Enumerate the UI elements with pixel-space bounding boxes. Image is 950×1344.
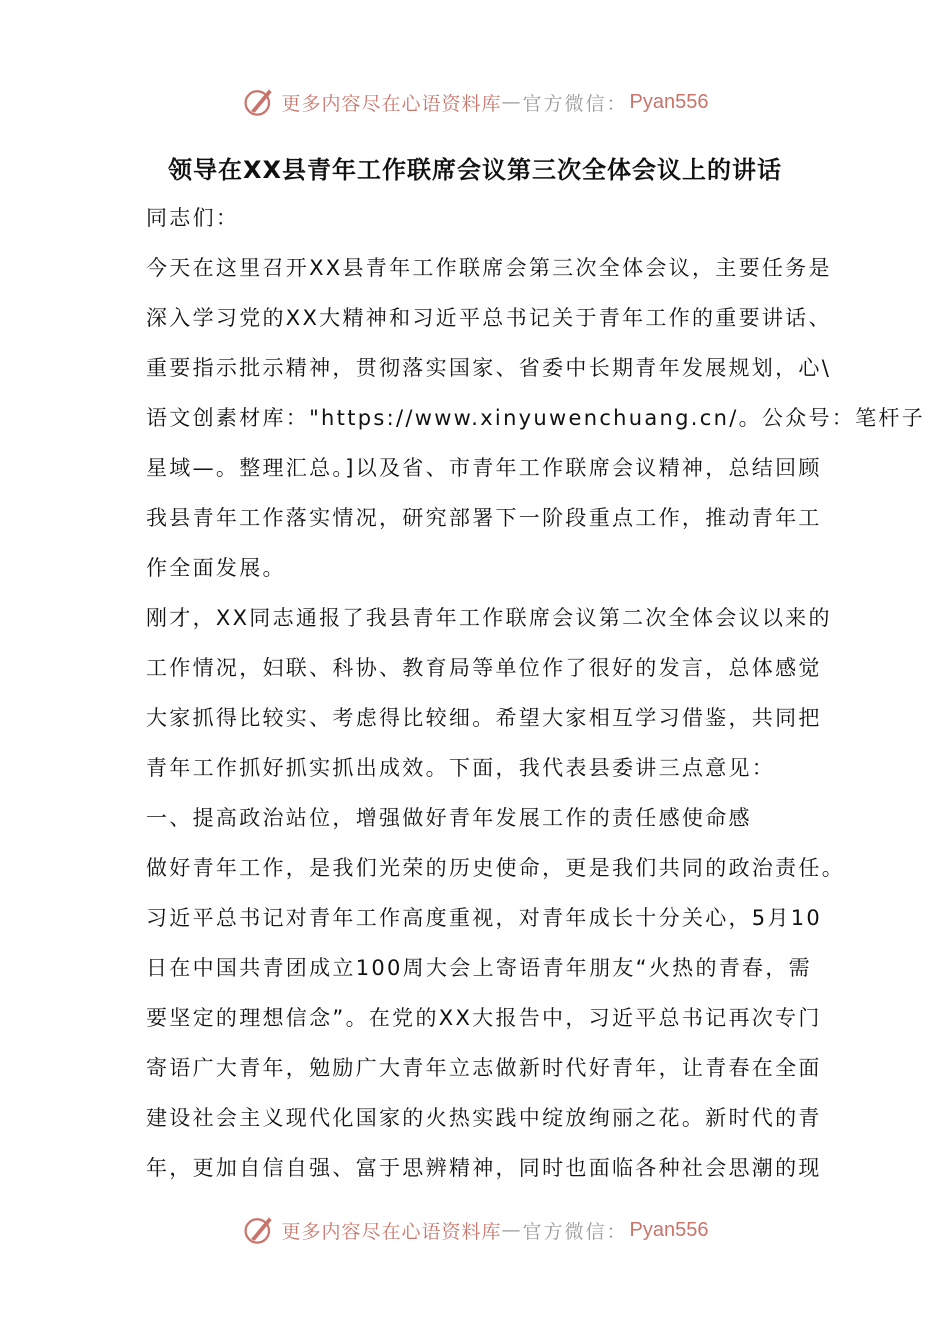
- footer-banner: [0, 1210, 950, 1250]
- body-line: 今天在这里召开XX县青年工作联席会第三次全体会议，主要任务是: [146, 256, 832, 280]
- header-banner-id: Pyan556: [629, 90, 709, 113]
- header-banner: [0, 82, 950, 122]
- header-banner-text: 更多内容尽在心语资料库: [281, 92, 502, 115]
- footer-banner-id: Pyan556: [629, 1218, 709, 1241]
- body-line: 要坚定的理想信念”。在党的XX大报告中，习近平总书记再次专门: [146, 1006, 822, 1030]
- body-line: 作全面发展。: [146, 556, 286, 580]
- quill-logo-icon: [242, 1212, 278, 1248]
- body-line: 语文创素材库："https://www.xinyuwenchuang.cn/。公众号：笔杆子: [146, 406, 925, 430]
- document-body: [146, 196, 925, 1196]
- body-line: 重要指示批示精神，贯彻落实国家、省委中长期青年发展规划，心\: [146, 356, 832, 380]
- footer-banner-text: 更多内容尽在心语资料库: [281, 1220, 502, 1243]
- body-line: 同志们：: [146, 206, 240, 230]
- body-line: 日在中国共青团成立100周大会上寄语青年朋友“火热的青春，需: [146, 956, 812, 980]
- body-line: 大家抓得比较实、考虑得比较细。希望大家相互学习借鉴，共同把: [146, 706, 822, 730]
- body-line: 年，更加自信自强、富于思辨精神，同时也面临各种社会思潮的现: [146, 1156, 822, 1180]
- body-line: 工作情况，妇联、科协、教育局等单位作了很好的发言，总体感觉: [146, 656, 822, 680]
- quill-logo-icon: [242, 84, 278, 120]
- body-line: 刚才，XX同志通报了我县青年工作联席会议第二次全体会议以来的: [146, 606, 832, 630]
- body-line: 深入学习党的XX大精神和习近平总书记关于青年工作的重要讲话、: [146, 306, 832, 330]
- body-line: 做好青年工作，是我们光荣的历史使命，更是我们共同的政治责任。: [146, 856, 845, 880]
- body-line: 习近平总书记对青年工作高度重视，对青年成长十分关心，5月10: [146, 906, 823, 930]
- footer-banner-sub: 官方微信：: [522, 1220, 628, 1243]
- header-banner-dash: —: [501, 91, 523, 113]
- body-line: 青年工作抓好抓实抓出成效。下面，我代表县委讲三点意见：: [146, 756, 776, 780]
- body-line: 建设社会主义现代化国家的火热实践中绽放绚丽之花。新时代的青: [146, 1106, 822, 1130]
- document-title: 领导在XX县青年工作联席会议第三次全体会议上的讲话: [167, 156, 782, 184]
- body-line: 寄语广大青年，勉励广大青年立志做新时代好青年，让青春在全面: [146, 1056, 822, 1080]
- body-line: 我县青年工作落实情况，研究部署下一阶段重点工作，推动青年工: [146, 506, 822, 530]
- body-line: 星域—。整理汇总。]以及省、市青年工作联席会议精神，总结回顾: [146, 456, 822, 480]
- header-banner-sub: 官方微信：: [522, 92, 628, 115]
- footer-banner-dash: —: [501, 1219, 523, 1241]
- section-heading: 一、提高政治站位，增强做好青年发展工作的责任感使命感: [146, 806, 752, 830]
